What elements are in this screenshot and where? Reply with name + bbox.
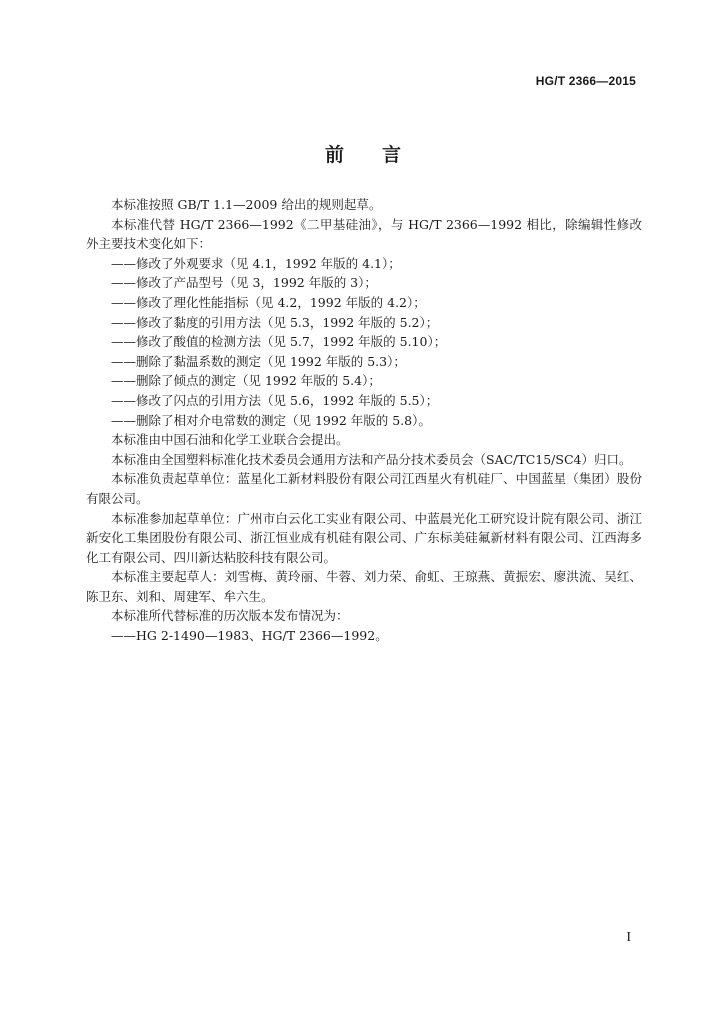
paragraph-history-intro: 本标准所代替标准的历次版本发布情况为： <box>111 608 349 624</box>
change-item: ——修改了闪点的引用方法（见 5.6，1992 年版的 5.5）； <box>111 392 439 408</box>
paragraph-main-drafters: 本标准主要起草人：刘雪梅、黄玲丽、牛蓉、刘力荣、俞虹、王琼燕、黄振宏、廖洪流、吴红、陈卫东、刘和、周建军、牟六生。 <box>86 569 642 604</box>
paragraph-replacement: 本标准代替 HG/T 2366—1992《二甲基硅油》，与 HG/T 2366—1992 相比，除编辑性修改外主要技术变化如下： <box>86 216 642 252</box>
standard-code: HG/T 2366—2015 <box>535 74 636 88</box>
page-number: I <box>626 930 631 945</box>
paragraph-drafting-rule: 本标准按照 GB/T 1.1—2009 给出的规则起草。 <box>111 197 382 212</box>
paragraph-committee: 本标准由全国塑料标准化技术委员会通用方法和产品分技术委员会（SAC/TC15/SC4）归口。 <box>111 451 632 467</box>
paragraph-participating-drafters: 本标准参加起草单位：广州市白云化工实业有限公司、中蓝晨光化工研究设计院有限公司、浙江新安化工集团股份有限公司、浙江恒业成有机硅有限公司、广东标美硅氟新材料有限公司、江西海多化工有限公司、四川新达粘胶科技有限公司。 <box>86 510 642 565</box>
page-title: 前言 <box>324 144 439 166</box>
change-item: ——修改了理化性能指标（见 4.2，1992 年版的 4.2）； <box>111 294 426 310</box>
history-item: ——HG 2-1490—1983、HG/T 2366—1992。 <box>111 628 388 644</box>
change-item: ——修改了外观要求（见 4.1，1992 年版的 4.1）； <box>111 255 401 271</box>
change-item: ——删除了倾点的测定（见 1992 年版的 5.4）； <box>111 373 381 389</box>
document-body <box>86 195 642 646</box>
change-item: ——修改了黏度的引用方法（见 5.3，1992 年版的 5.2）； <box>111 314 439 330</box>
change-item: ——删除了相对介电常数的测定（见 1992 年版的 5.8）。 <box>111 412 431 428</box>
change-item: ——修改了酸值的检测方法（见 5.7，1992 年版的 5.10）； <box>111 334 447 350</box>
paragraph-lead-drafter: 本标准负责起草单位：蓝星化工新材料股份有限公司江西星火有机硅厂、中国蓝星（集团）股份有限公司。 <box>86 471 642 506</box>
change-item: ——修改了产品型号（见 3，1992 年版的 3）； <box>111 275 377 291</box>
paragraph-proposer: 本标准由中国石油和化学工业联合会提出。 <box>111 432 349 448</box>
change-item: ——删除了黏温系数的测定（见 1992 年版的 5.3）； <box>111 353 406 369</box>
